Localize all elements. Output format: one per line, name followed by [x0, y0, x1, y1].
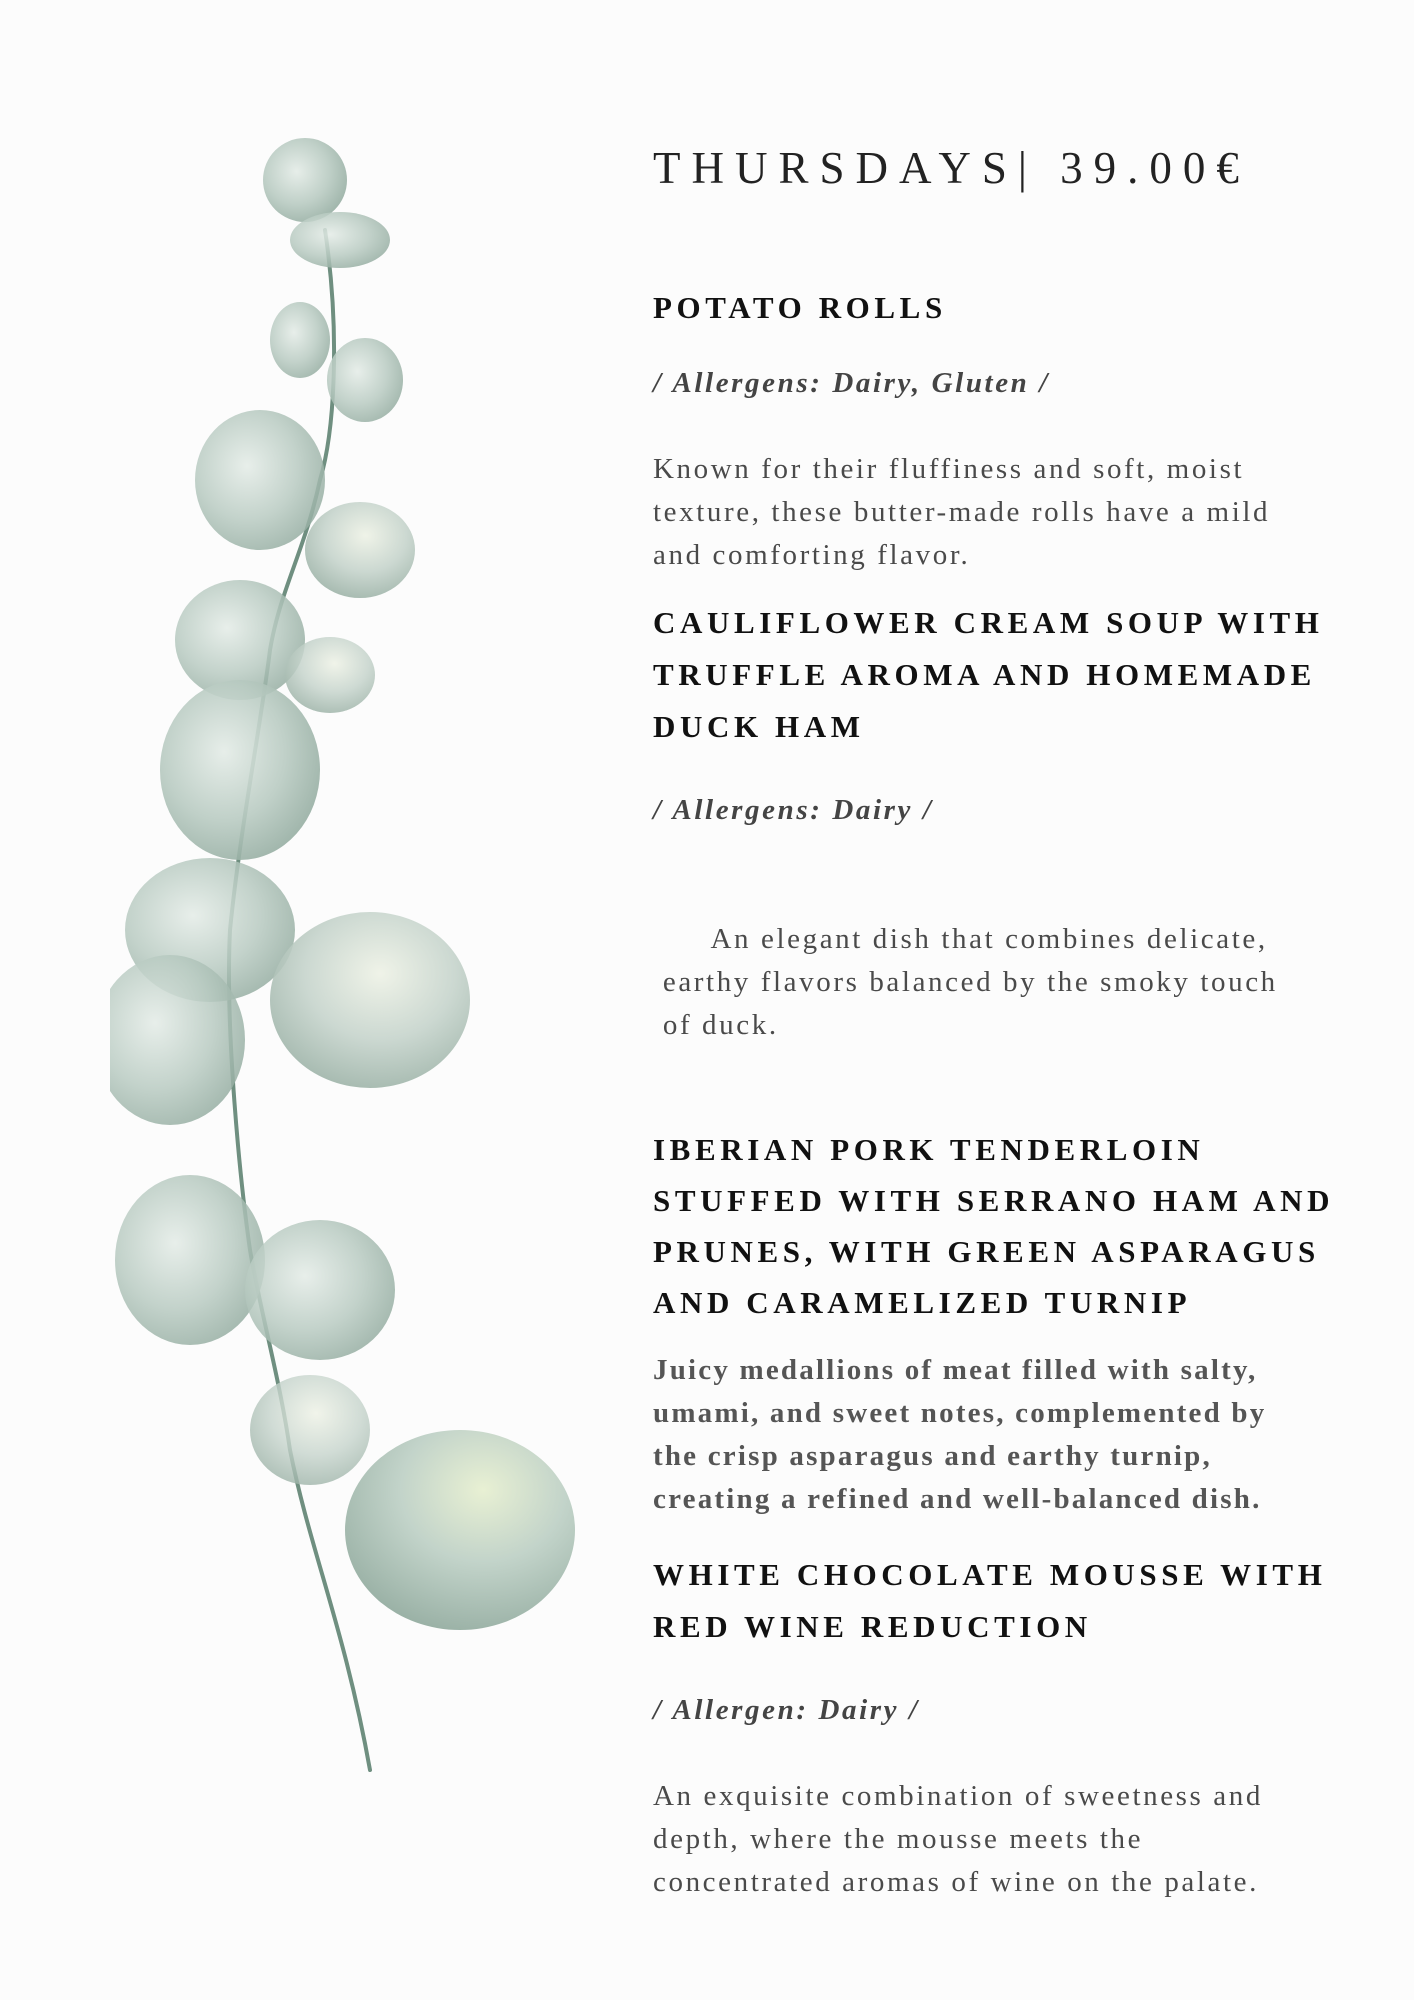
dish-description: An elegant dish that combines delicate, earthy flavors balanced by the smoky touch of duck. — [653, 923, 1278, 1041]
leaf — [160, 680, 320, 860]
leaf — [195, 410, 325, 550]
leaf — [270, 302, 330, 378]
dish-name: IBERIAN PORK TENDERLOIN STUFFED WITH SERRANO HAM AND PRUNES, WITH GREEN ASPARAGUS AND CARAMELIZED TURNIP — [653, 1132, 1335, 1320]
dish-white-chocolate-mousse — [653, 1549, 1373, 1904]
leaf — [245, 1220, 395, 1360]
leaf — [285, 637, 375, 713]
leaf — [345, 1430, 575, 1630]
eucalyptus-illustration — [110, 130, 610, 1900]
dish-allergens: / Allergens: Dairy / — [653, 794, 934, 826]
leaf — [115, 1175, 265, 1345]
menu-title: THURSDAYS| 39.00€ — [653, 143, 1250, 193]
dish-potato-rolls — [653, 290, 1373, 577]
leaf — [250, 1375, 370, 1485]
dish-description: Known for their fluffiness and soft, moist texture, these butter-made rolls have a mild and comforting flavor. — [653, 453, 1271, 571]
dish-name: CAULIFLOWER CREAM SOUP WITH TRUFFLE AROMA AND HOMEMADE DUCK HAM — [653, 605, 1324, 744]
dish-allergens: / Allergen: Dairy / — [653, 1694, 920, 1726]
leaf — [270, 912, 470, 1088]
dish-name: WHITE CHOCOLATE MOUSSE WITH RED WINE REDUCTION — [653, 1557, 1327, 1644]
dish-iberian-pork — [653, 1124, 1373, 1521]
dish-cauliflower-soup — [653, 597, 1373, 1090]
menu — [653, 138, 1373, 1904]
leaf — [305, 502, 415, 598]
dish-allergens: / Allergens: Dairy, Gluten / — [653, 367, 1050, 399]
leaf — [263, 138, 347, 222]
dish-description: An exquisite combination of sweetness and depth, where the mousse meets the concentrated aromas of wine on the palate. — [653, 1780, 1263, 1898]
leaf — [327, 338, 403, 422]
dish-name: POTATO ROLLS — [653, 290, 947, 325]
dish-description: Juicy medallions of meat filled with salty, umami, and sweet notes, complemented by the crisp asparagus and earthy turnip, creating a refined and well-balanced dish. — [653, 1354, 1267, 1515]
leaf — [290, 212, 390, 268]
